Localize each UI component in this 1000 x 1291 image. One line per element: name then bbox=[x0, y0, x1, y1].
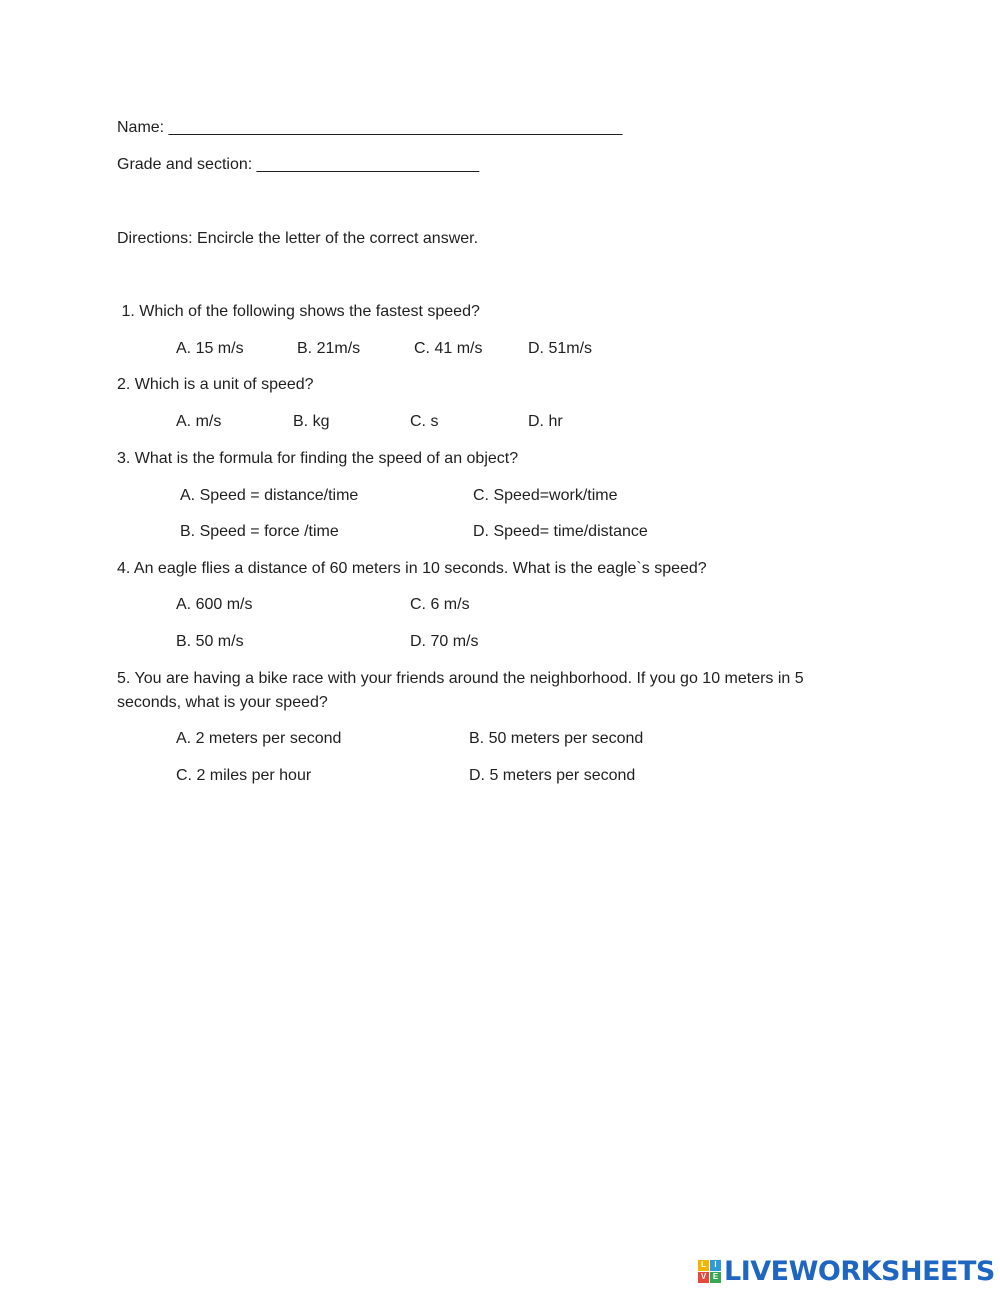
question-1-option-d[interactable]: D. 51m/s bbox=[528, 340, 593, 357]
question-1-option-a[interactable]: A. 15 m/s bbox=[176, 340, 244, 357]
question-1-option-c[interactable]: C. 41 m/s bbox=[414, 340, 483, 357]
question-5-option-c[interactable]: C. 2 miles per hour bbox=[176, 767, 312, 784]
logo-block-l: L bbox=[698, 1260, 709, 1271]
question-4-option-c[interactable]: C. 6 m/s bbox=[410, 596, 470, 613]
question-3-option-d[interactable]: D. Speed= time/distance bbox=[473, 523, 648, 540]
question-5-text-line-2: seconds, what is your speed? bbox=[117, 694, 328, 711]
question-5-option-a[interactable]: A. 2 meters per second bbox=[176, 730, 342, 747]
logo-block-e: E bbox=[710, 1272, 721, 1283]
logo-block-v: V bbox=[698, 1272, 709, 1283]
name-field-label: Name: ___________________________________________________ bbox=[117, 119, 623, 136]
question-4-option-d[interactable]: D. 70 m/s bbox=[410, 633, 479, 650]
directions-text: Directions: Encircle the letter of the correct answer. bbox=[117, 230, 479, 247]
question-1-option-b[interactable]: B. 21m/s bbox=[297, 340, 361, 357]
question-3-option-a[interactable]: A. Speed = distance/time bbox=[180, 487, 359, 504]
question-2-text: 2. Which is a unit of speed? bbox=[117, 376, 314, 393]
question-5-option-b[interactable]: B. 50 meters per second bbox=[469, 730, 644, 747]
question-3-text: 3. What is the formula for finding the speed of an object? bbox=[117, 450, 519, 467]
question-4-option-a[interactable]: A. 600 m/s bbox=[176, 596, 253, 613]
question-5-option-d[interactable]: D. 5 meters per second bbox=[469, 767, 636, 784]
question-4-option-b[interactable]: B. 50 m/s bbox=[176, 633, 244, 650]
question-5-text-line-1: 5. You are having a bike race with your friends around the neighborhood. If you go 10 meters in 5 bbox=[117, 670, 804, 687]
grade-section-field-label: Grade and section: _________________________ bbox=[117, 156, 480, 173]
question-1-text: 1. Which of the following shows the fastest speed? bbox=[117, 303, 480, 320]
question-3-option-b[interactable]: B. Speed = force /time bbox=[180, 523, 339, 540]
question-2-option-a[interactable]: A. m/s bbox=[176, 413, 222, 430]
question-2-option-c[interactable]: C. s bbox=[410, 413, 439, 430]
question-3-option-c[interactable]: C. Speed=work/time bbox=[473, 487, 618, 504]
logo-text: LIVEWORKSHEETS bbox=[724, 1255, 995, 1287]
question-4-text: 4. An eagle flies a distance of 60 meters in 10 seconds. What is the eagle`s speed? bbox=[117, 560, 707, 577]
question-2-option-d[interactable]: D. hr bbox=[528, 413, 563, 430]
logo-block-i: I bbox=[710, 1260, 721, 1271]
question-2-option-b[interactable]: B. kg bbox=[293, 413, 330, 430]
logo-blocks-icon bbox=[698, 1260, 721, 1283]
liveworksheets-logo bbox=[698, 1256, 995, 1286]
